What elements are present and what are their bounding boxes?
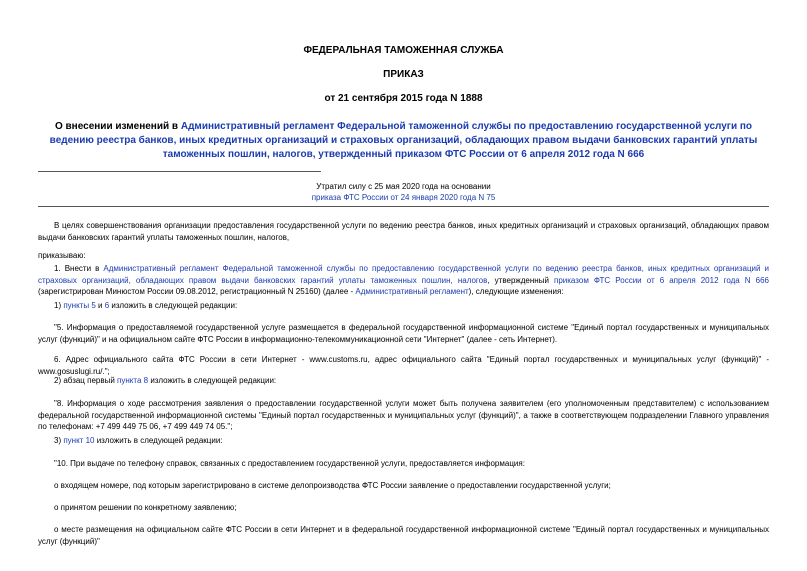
preamble-paragraph: В целях совершенствования организации предоставления государственной услуги по ведению реестра банков, иных кредитных организаций и страховых организаций, обладающих правом выдачи банковских гарантий уплаты таможенных пошлин, налогов, [38, 221, 769, 242]
item1-prefix: 1. Внести в [54, 264, 104, 273]
list-item: о входящем номере, под которым зарегистрировано в системе делопроизводства ФТС России заявление о предоставлении государственной услуги; [54, 481, 611, 490]
quote-point5: "5. Информация о предоставляемой государственной услуге размещается в федеральной государственной информационной системе "Единый портал государственных и муниципальных услуг (функций)" и на официальном сайте ФТС России в информационно-телекоммуникационной сети "Интернет" (далее - сеть Интернет). [38, 323, 769, 344]
list-item: о принятом решении по конкретному заявлению; [54, 503, 237, 512]
doc-type-heading: ПРИКАЗ [383, 69, 424, 80]
quote-point8: "8. Информация о ходе рассмотрения заявления о предоставлении государственной услуги может быть получена заявителем (его уполномоченным представителем) с использованием федеральной государственной информационной системы "Единый портал государственных и муниципальных услуг (функций)", а также в соответствующем подразделении Главного управления по телефонам: +7 499 449 75 06, +7 499 449 74 05."; [38, 399, 769, 431]
item1-regulation-link[interactable]: Административный регламент Федеральной таможенной службы по предоставлению государственной услуги по ведению реестра банков, иных кредитных организаций и страховых организаций, обладающих правом выдачи банковских гарантий уплаты таможенных пошлин, налогов [38, 264, 769, 285]
title-regulation-link[interactable]: Административный регламент Федеральной таможенной службы по предоставлению государственной услуги по ведению реестра банков, иных кредитных организаций и страховых организаций, обладающих правом выдачи банковских гарантий уплаты таможенных пошлин, налогов, утвержденный приказом ФТС России от 6 апреля 2012 года N 666 [49, 121, 758, 160]
item1-mid: , утвержденный [487, 275, 554, 285]
agency-heading: ФЕДЕРАЛЬНАЯ ТАМОЖЕННАЯ СЛУЖБА [303, 45, 504, 56]
sub1-paragraph [38, 300, 769, 312]
item1-suffix: ), следующие изменения: [468, 287, 564, 296]
sub3-paragraph [38, 435, 769, 447]
sub2-paragraph [38, 375, 769, 387]
item1-mid2: (зарегистрирован Минюстом России 09.08.2012, регистрационный N 25160) (далее - [38, 287, 356, 296]
quote-point6: 6. Адрес официального сайта ФТС России в сети Интернет - www.customs.ru, адрес официального сайта "Единый портал государственных и муниципальных услуг (функций)" - www.gosuslugi.ru/."; [38, 355, 769, 376]
sub2-link-p8[interactable]: пункта 8 [117, 376, 149, 385]
sub3-prefix: 3) [54, 436, 64, 445]
sub1-and: и [95, 301, 105, 310]
sub1-suffix: изложить в следующей редакции: [109, 301, 238, 310]
orders-line: приказываю: [38, 251, 86, 260]
sub3-suffix: изложить в следующей редакции: [94, 436, 223, 445]
sub2-suffix: изложить в следующей редакции: [148, 376, 277, 385]
title-prefix: О внесении изменений в [54, 121, 181, 132]
item1-regulation-short-link[interactable]: Административный регламент [355, 287, 469, 296]
quote-point10: "10. При выдаче по телефону справок, связанных с предоставлением государственной услуги, предоставляется информация: [54, 459, 525, 468]
separator-top [38, 171, 321, 172]
status-note [38, 181, 769, 203]
list-item: о месте размещения на официальном сайте ФТС России в сети Интернет и в федеральной государственной информационной системе "Единый портал государственных и муниципальных услуг (функций)" [38, 525, 769, 546]
document-title [38, 120, 769, 162]
status-note-line1: Утратил силу с 25 мая 2020 года на основании [316, 182, 491, 191]
sub1-prefix: 1) [54, 301, 64, 310]
item1-paragraph [38, 263, 769, 298]
sub1-link-p6[interactable]: 6 [104, 301, 110, 310]
sub1-link-p5[interactable]: пункты 5 [63, 301, 96, 310]
sub3-link-p10[interactable]: пункт 10 [63, 436, 95, 445]
date-number-heading: от 21 сентября 2015 года N 1888 [324, 93, 483, 104]
item1-order-link[interactable]: приказом ФТС России от 6 апреля 2012 года N 666 [554, 275, 770, 285]
status-note-link[interactable]: приказа ФТС России от 24 января 2020 года N 75 [311, 193, 496, 202]
separator-bottom [38, 206, 769, 207]
sub2-prefix: 2) абзац первый [54, 376, 118, 385]
